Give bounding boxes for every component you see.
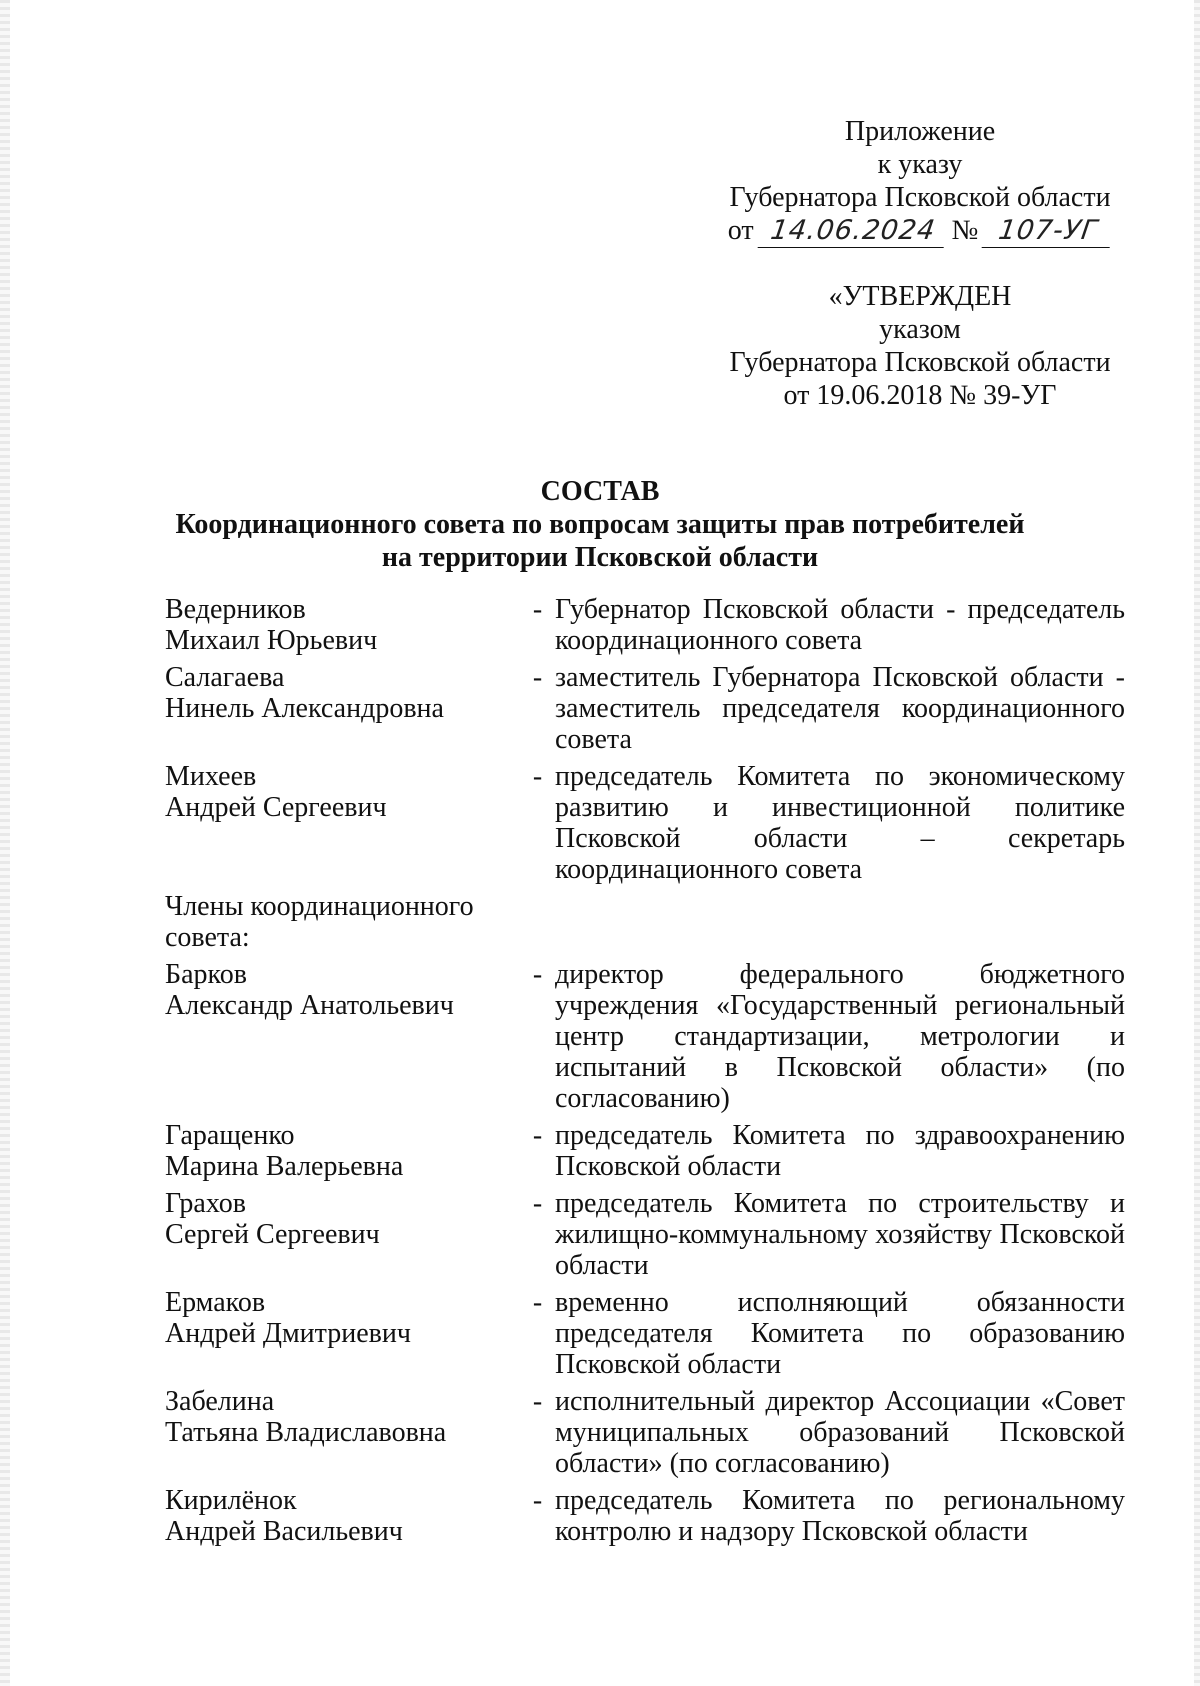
handwritten-date: 14.06.2024 [757, 214, 948, 248]
to-decree-label: к указу [877, 149, 963, 180]
member-dash: - [532, 959, 543, 990]
member-role: председатель Комитета по экономическому развитию и инвестиционной политике Псковской области – секретарь координационного совета [555, 761, 1125, 885]
member-dash: - [532, 1120, 543, 1151]
member-role: директор федерального бюджетного учреждения «Государственный региональный центр стандартизации, метрологии и испытаний в Псковской области» (по согласованию) [555, 959, 1125, 1114]
member-role: исполнительный директор Ассоциации «Совет муниципальных образований Псковской области» (по согласованию) [555, 1386, 1125, 1479]
leadership-list [165, 594, 1125, 885]
member-row [165, 594, 1125, 656]
member-surname: Гаращенко [165, 1120, 295, 1151]
member-dash: - [532, 1188, 543, 1219]
appendix-block [700, 115, 1140, 248]
member-role: заместитель Губернатора Псковской области - заместитель председателя координационного совета [555, 662, 1125, 755]
member-name [165, 662, 520, 755]
member-given-name: Нинель Александровна [165, 693, 444, 724]
handwritten-number: 107-УГ [982, 214, 1115, 248]
appendix-label: Приложение [844, 116, 996, 147]
title-main: СОСТАВ [540, 476, 660, 507]
number-prefix: № [951, 215, 979, 246]
member-name [165, 761, 520, 885]
member-name [165, 959, 520, 1114]
member-role: председатель Комитета по здравоохранению Псковской области [555, 1120, 1125, 1182]
member-given-name: Марина Валерьевна [165, 1151, 404, 1182]
approved-stamp: «УТВЕРЖДЕН [828, 281, 1012, 312]
title-line-3: на территории Псковской области [381, 542, 819, 573]
approved-by-decree: указом [879, 314, 961, 345]
member-surname: Ведерников [165, 594, 306, 625]
member-given-name: Андрей Сергеевич [165, 792, 387, 823]
member-surname: Ермаков [165, 1287, 266, 1318]
member-row [165, 1188, 1125, 1281]
from-prefix: от [727, 215, 754, 246]
member-name [165, 1120, 520, 1182]
member-name [165, 1287, 520, 1380]
member-dash: - [532, 662, 543, 693]
member-given-name: Татьяна Владиславовна [165, 1417, 447, 1448]
member-row [165, 761, 1125, 885]
member-row [165, 959, 1125, 1114]
member-surname: Забелина [165, 1386, 275, 1417]
members-list [165, 959, 1125, 1547]
member-row [165, 1386, 1125, 1479]
decree-date-number [728, 214, 1113, 248]
member-dash: - [532, 1287, 543, 1318]
member-name [165, 1485, 520, 1547]
member-role: председатель Комитета по региональному контролю и надзору Псковской области [555, 1485, 1125, 1547]
document-title [0, 475, 1200, 574]
member-name [165, 1386, 520, 1479]
member-surname: Барков [165, 959, 247, 990]
title-line-2: Координационного совета по вопросам защиты прав потребителей [175, 509, 1025, 540]
member-role: временно исполняющий обязанности председателя Комитета по образованию Псковской области [555, 1287, 1125, 1380]
member-surname: Грахов [165, 1188, 247, 1219]
member-row [165, 662, 1125, 755]
member-given-name: Андрей Дмитриевич [165, 1318, 411, 1349]
approved-governor: Губернатора Псковской области [729, 347, 1111, 378]
member-surname: Михеев [165, 761, 257, 792]
member-dash: - [532, 594, 543, 625]
member-given-name: Александр Анатольевич [165, 990, 454, 1021]
scan-edge-right [1194, 0, 1200, 1686]
member-role: председатель Комитета по строительству и жилищно-коммунальному хозяйству Псковской области [555, 1188, 1125, 1281]
member-given-name: Сергей Сергеевич [165, 1219, 380, 1250]
governor-label: Губернатора Псковской области [729, 182, 1111, 213]
approved-block [700, 280, 1140, 412]
member-dash: - [532, 1485, 543, 1516]
member-name [165, 1188, 520, 1281]
members-section-label: Члены координационного совета: [165, 891, 474, 953]
member-name [165, 594, 520, 656]
member-dash: - [532, 1386, 543, 1417]
member-surname: Кирилёнок [165, 1485, 297, 1516]
member-surname: Салагаева [165, 662, 285, 693]
member-row [165, 1120, 1125, 1182]
member-row [165, 1287, 1125, 1380]
approved-date-number: от 19.06.2018 № 39-УГ [783, 380, 1057, 411]
scan-edge-left [0, 0, 10, 1686]
member-role: Губернатор Псковской области - председатель координационного совета [555, 594, 1125, 656]
council-composition [165, 594, 1125, 1553]
member-row [165, 1485, 1125, 1547]
member-dash: - [532, 761, 543, 792]
member-given-name: Андрей Васильевич [165, 1516, 403, 1547]
member-given-name: Михаил Юрьевич [165, 625, 378, 656]
